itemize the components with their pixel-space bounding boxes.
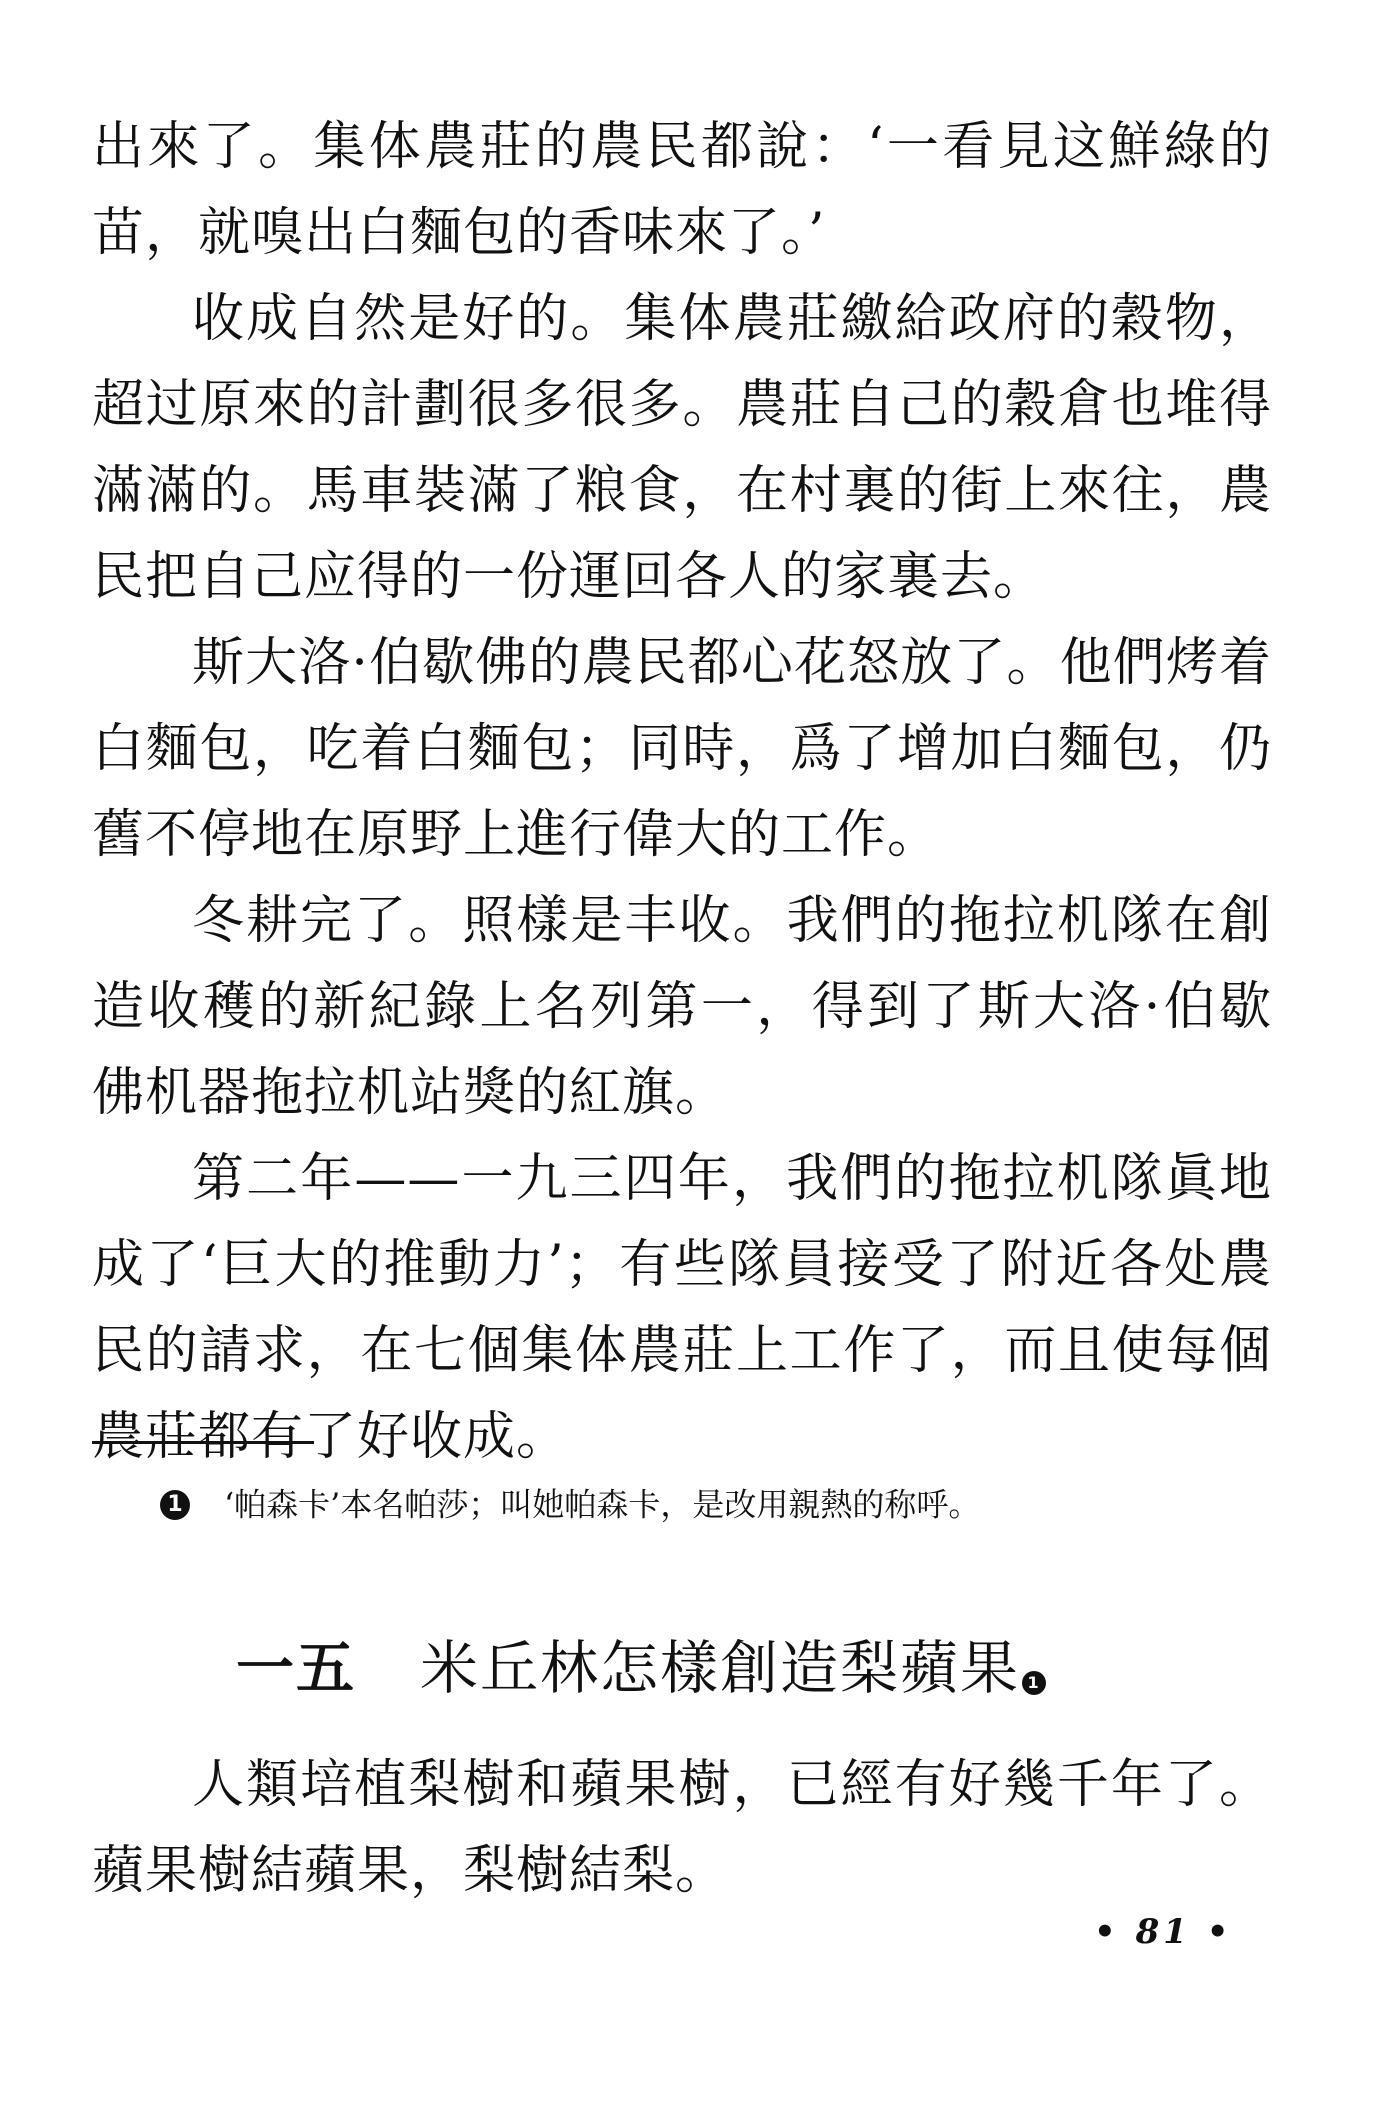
paragraph-harvest: 收成自然是好的。集体農莊繳給政府的穀物，超过原來的計劃很多很多。農莊自己的穀倉也堆得滿滿的。馬車裝滿了粮食，在村裏的街上來往，農民把自己应得的一份運回各人的家裏去。	[92, 289, 1272, 607]
footnote-divider	[92, 1441, 314, 1444]
main-text	[92, 104, 1272, 1480]
chapter-number: 一五	[236, 1634, 357, 1702]
paragraph-winter-plowing: 冬耕完了。照樣是丰收。我們的拖拉机隊在創造收穫的新紀錄上名列第一，得到了斯大洛·伯歇佛机器拖拉机站獎的紅旗。	[92, 891, 1272, 1123]
title-footnote-marker: 1	[1022, 1671, 1046, 1695]
page-number: • 81 •	[1094, 1912, 1233, 1952]
footnote	[160, 1480, 980, 1527]
footnote-text: ‘帕森卡’本名帕莎；叫她帕森卡，是改用親熱的称呼。	[224, 1485, 981, 1524]
paragraph-second-year: 第二年——一九三四年，我們的拖拉机隊眞地成了‘巨大的推動力’；有些隊員接受了附近各处農民的請求，在七個集体農莊上工作了，而且使每個農莊都有了好收成。	[92, 1149, 1272, 1467]
paragraph-white-bread: 斯大洛·伯歇佛的農民都心花怒放了。他們烤着白麵包，吃着白麵包；同時，爲了增加白麵包，仍舊不停地在原野上進行偉大的工作。	[92, 633, 1272, 865]
paragraph-pear-apple: 人類培植梨樹和蘋果樹，已經有好幾千年了。蘋果樹結蘋果，梨樹結梨。	[92, 1755, 1272, 1901]
section-text	[92, 1742, 1272, 1914]
chapter-heading	[236, 1628, 1046, 1708]
chapter-title: 米丘林怎樣創造梨蘋果	[420, 1634, 1021, 1702]
paragraph-continuation: 出來了。集体農莊的農民都說：‘一看見这鮮綠的苗，就嗅出白麵包的香味來了。’	[92, 117, 1272, 263]
footnote-marker: 1	[160, 1490, 190, 1520]
